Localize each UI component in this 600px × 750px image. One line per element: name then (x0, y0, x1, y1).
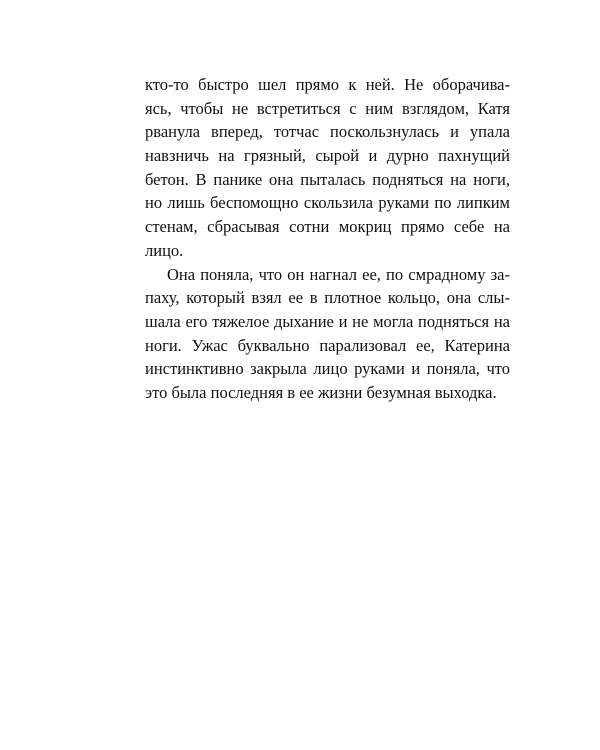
paragraph-2 (145, 263, 510, 405)
text-line: лицо. (145, 240, 184, 260)
text-line: рванула вперед, тотчас поскользнулась и упала (145, 122, 510, 142)
paragraph-1 (145, 73, 510, 263)
body-text (145, 73, 510, 405)
text-line: навзничь на грязный, сырой и дурно пахнущий (145, 146, 510, 166)
text-line: шала его тяжелое дыхание и не могла подняться на (145, 311, 510, 331)
text-line: паху, который взял ее в плотное кольцо, она слы- (145, 288, 510, 308)
text-line: ясь, чтобы не встретиться с ним взглядом, Катя (145, 98, 510, 118)
text-line: но лишь беспомощно скользила руками по липким (145, 193, 510, 213)
text-line: бетон. В панике она пыталась подняться на ноги, (145, 169, 510, 189)
text-line: это была последняя в ее жизни безумная выходка. (145, 382, 497, 402)
text-line: ноги. Ужас буквально парализовал ее, Катерина (145, 335, 510, 355)
text-line: инстинктивно закрыла лицо руками и поняла, что (145, 359, 510, 379)
text-line: кто-то быстро шел прямо к ней. Не оборачива- (145, 75, 510, 94)
text-line: Она поняла, что он нагнал ее, по смрадному за- (167, 264, 510, 284)
text-line: стенам, сбрасывая сотни мокриц прямо себе на (145, 217, 510, 237)
